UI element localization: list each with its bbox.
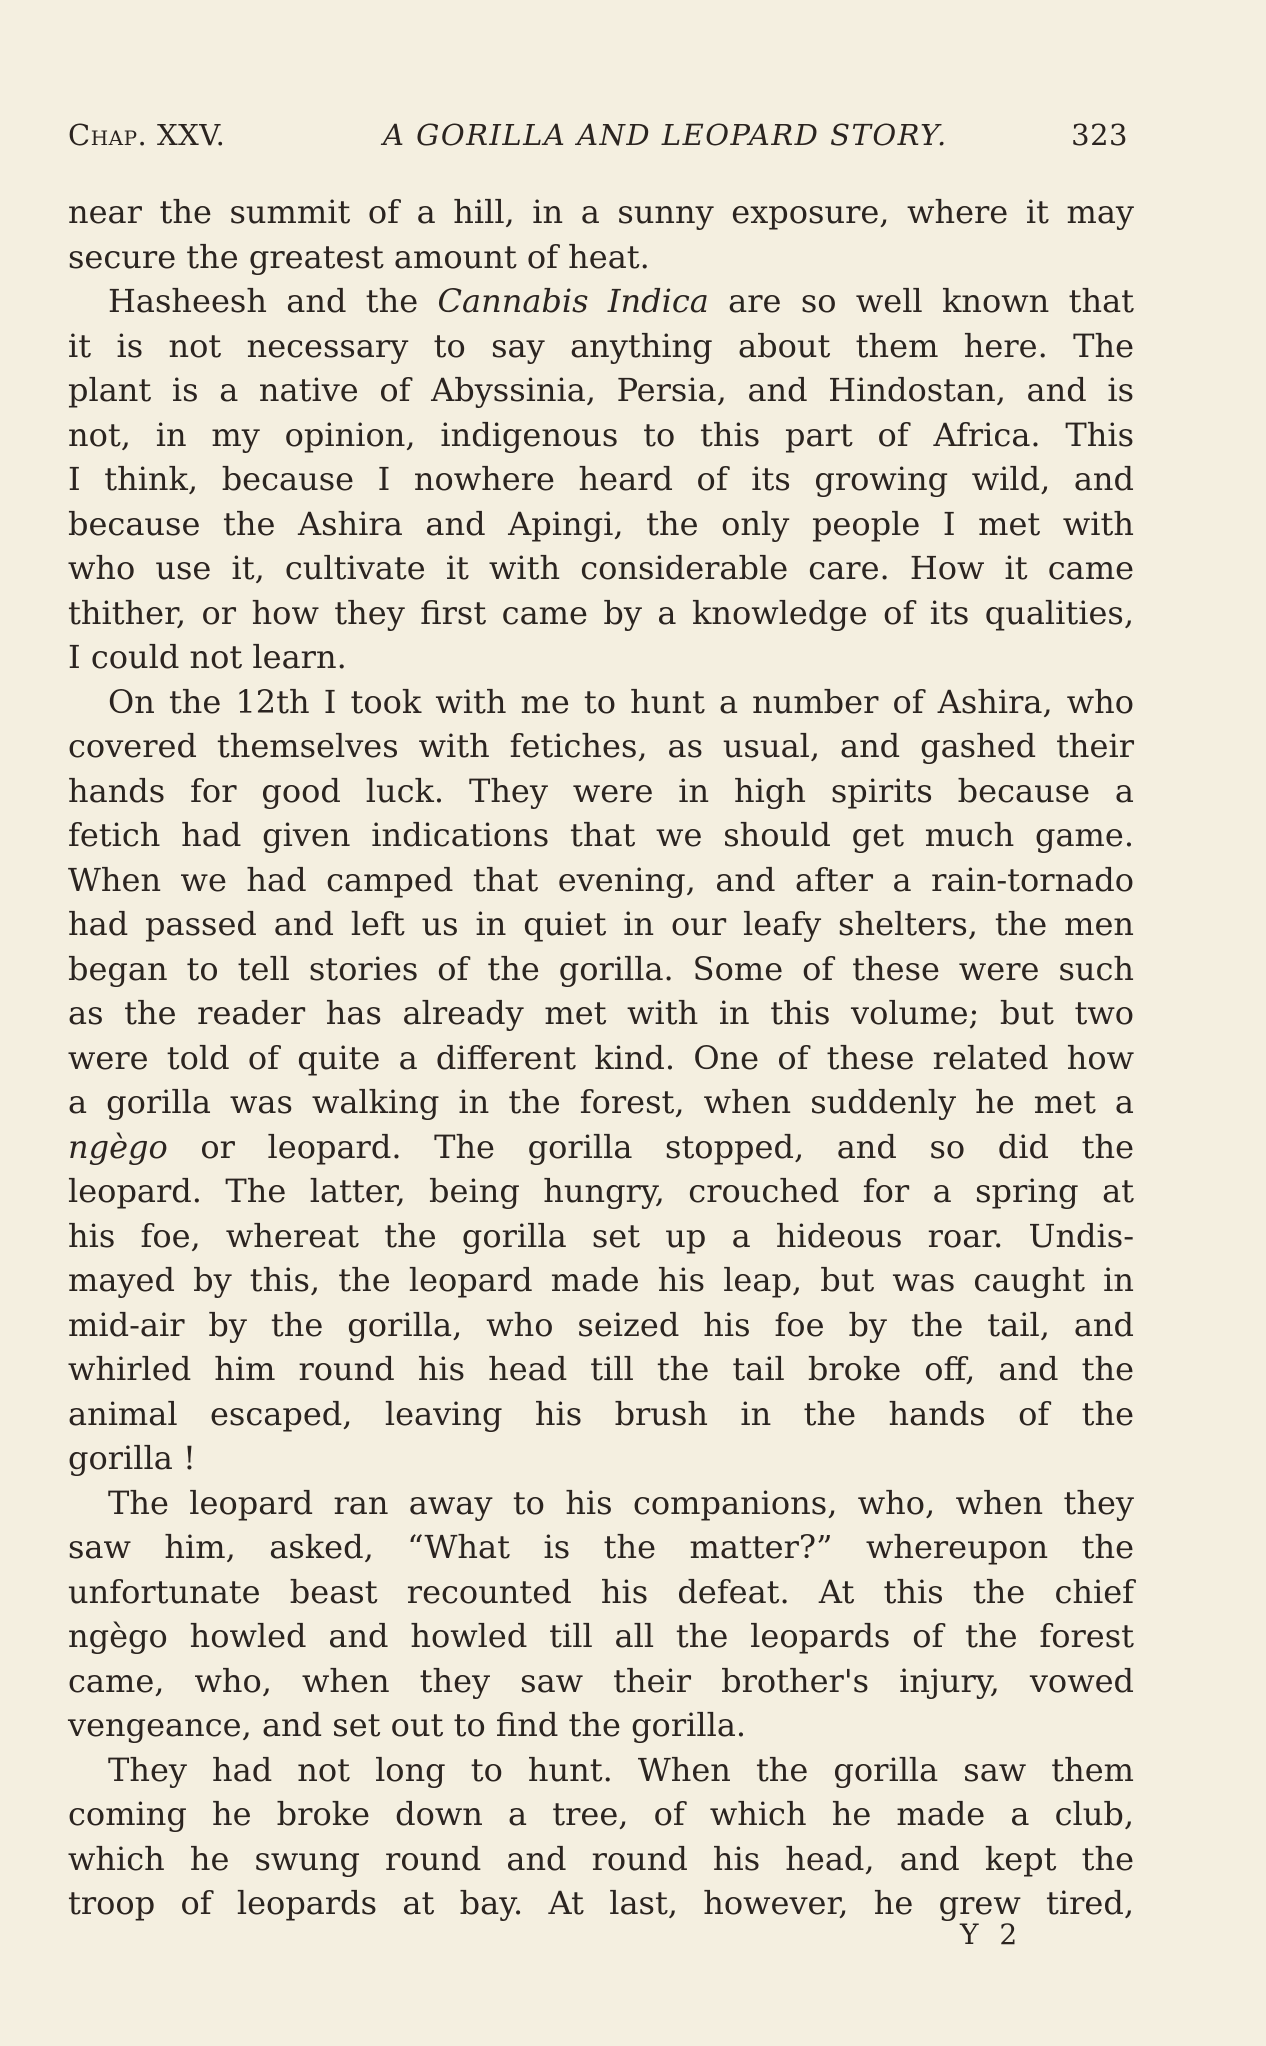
text-span: are so well known that	[708, 282, 1135, 320]
text-line: who use it, cultivate it with considerable care. How it came	[68, 549, 1134, 587]
text-line: secure the greatest amount of heat.	[68, 237, 650, 276]
text-line: whirled him round his head till the tail broke off, and the	[68, 1350, 1134, 1388]
running-title: A GORILLA AND LEOPARD STORY.	[383, 118, 948, 152]
text-line: covered themselves with fetiches, as usual, and gashed their	[68, 727, 1134, 765]
text-line: came, who, when they saw their brother's injury, vowed	[68, 1661, 1134, 1700]
text-line	[68, 1125, 1134, 1170]
text-line: I think, because I nowhere heard of its growing wild, and	[68, 460, 1134, 498]
text-line: his foe, whereat the gorilla set up a hideous roar. Undis-	[68, 1216, 1134, 1255]
text-line: When we had camped that evening, and after a rain-tornado	[68, 860, 1134, 899]
text-line: began to tell stories of the gorilla. Some of these were such	[68, 949, 1134, 988]
text-line: troop of leopards at bay. At last, however, he grew tired,	[68, 1884, 1134, 1922]
text-line: mayed by this, the leopard made his leap, but was caught in	[68, 1261, 1134, 1299]
text-line: The leopard ran away to his companions, who, when they	[108, 1483, 1134, 1522]
text-line: were told of quite a different kind. One of these related how	[68, 1038, 1134, 1077]
text-line: thither, or how they first came by a knowledge of its qualities,	[68, 593, 1134, 632]
signature-mark: Y 2	[960, 1918, 1024, 1951]
text-line: coming he broke down a tree, of which he made a club,	[68, 1795, 1134, 1833]
text-line: because the Ashira and Apingi, the only people I met with	[68, 504, 1134, 543]
text-line: not, in my opinion, indigenous to this part of Africa. This	[68, 415, 1134, 454]
page-header	[68, 118, 1128, 158]
text-line: vengeance, and set out to find the gorilla.	[68, 1706, 747, 1744]
text-line: mid-air by the gorilla, who seized his foe by the tail, and	[68, 1305, 1134, 1344]
text-line: a gorilla was walking in the forest, when suddenly he met a	[68, 1083, 1134, 1121]
text-line: saw him, asked, “What is the matter?” whereupon the	[68, 1528, 1134, 1566]
text-line: gorilla !	[68, 1439, 196, 1477]
text-line: as the reader has already met with in this volume; but two	[68, 994, 1134, 1032]
page-number: 323	[1071, 118, 1128, 152]
text-line: which he swung round and round his head, and kept the	[68, 1839, 1134, 1878]
text-line: fetich had given indications that we should get much game.	[68, 816, 1134, 854]
text-line	[68, 279, 1134, 324]
italic-term: ngègo	[68, 1127, 168, 1166]
text-line: animal escaped, leaving his brush in the hands of the	[68, 1394, 1134, 1433]
text-line: near the summit of a hill, in a sunny exposure, where it may	[68, 193, 1134, 231]
page-body	[68, 190, 1134, 1926]
text-line: plant is a native of Abyssinia, Persia, and Hindostan, and is	[68, 371, 1134, 409]
text-line: I could not learn.	[68, 638, 347, 676]
text-line: ngègo howled and howled till all the leopards of the forest	[68, 1617, 1134, 1655]
text-line: They had not long to hunt. When the gorilla saw them	[108, 1750, 1134, 1789]
text-span: or leopard. The gorilla stopped, and so did the	[167, 1127, 1134, 1166]
text-line: it is not necessary to say anything about them here. The	[68, 326, 1134, 365]
text-line: unfortunate beast recounted his defeat. At this the chief	[68, 1572, 1134, 1611]
italic-term: Cannabis Indica	[437, 282, 709, 320]
text-line: On the 12th I took with me to hunt a number of Ashira, who	[108, 682, 1134, 721]
text-span: Hasheesh and the	[108, 282, 438, 320]
text-line: leopard. The latter, being hungry, crouched for a spring at	[68, 1172, 1134, 1210]
text-line: had passed and left us in quiet in our leafy shelters, the men	[68, 905, 1134, 943]
text-line: hands for good luck. They were in high spirits because a	[68, 771, 1134, 810]
chapter-label: Chap. XXV.	[68, 118, 226, 152]
